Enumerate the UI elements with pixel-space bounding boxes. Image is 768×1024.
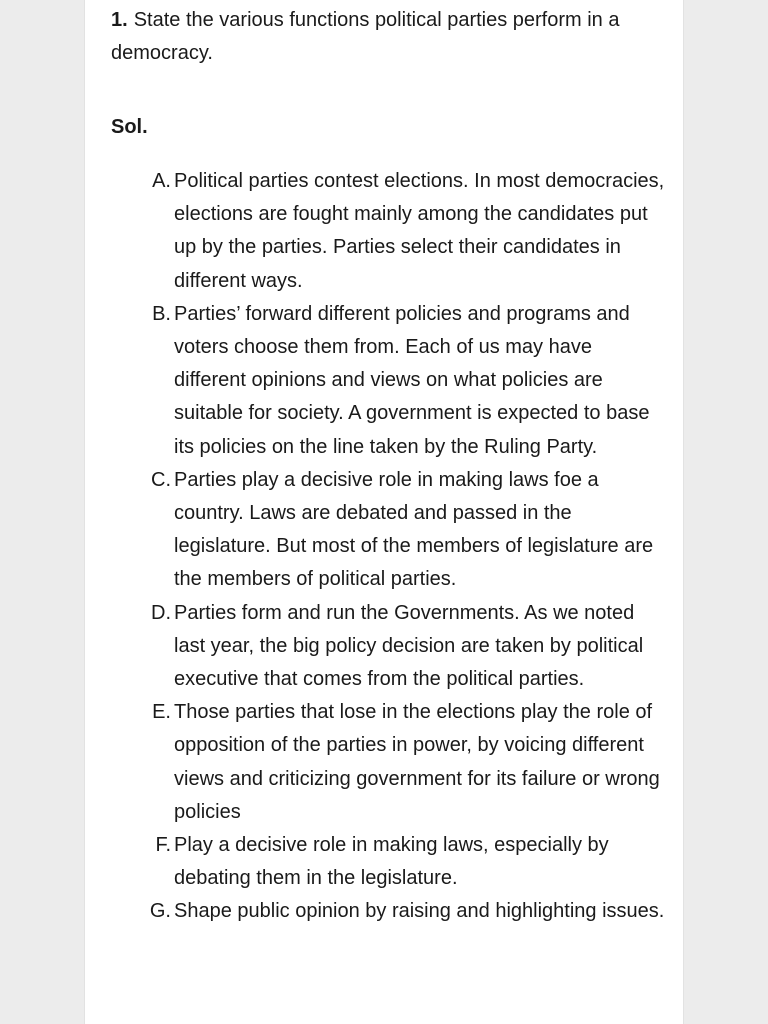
answer-item <box>147 895 667 928</box>
answer-text: Political parties contest elections. In most democracies, elections are fought mainly among the candidates put up by the parties. Parties select their candidates in different ways. <box>174 170 665 292</box>
answer-item <box>147 829 667 895</box>
answer-item <box>147 597 667 697</box>
answer-item <box>147 464 667 597</box>
question-number: 1. <box>111 9 128 31</box>
answer-item <box>147 696 667 829</box>
answer-text: Parties play a decisive role in making laws foe a country. Laws are debated and passed in the legislature. But most of the members of legislature are the members of political parties. <box>174 468 654 591</box>
solution-label: Sol. <box>111 116 148 138</box>
answer-letter: D. <box>151 601 171 624</box>
answer-item <box>147 298 667 464</box>
answer-text: Parties’ forward different policies and programs and voters choose them from. Each of us may have different opinions and views on what policies are suitable for society. A government is expected to base its policies on the line taken by the Ruling Party. <box>174 302 650 458</box>
answer-list <box>147 165 667 929</box>
answer-text: Parties form and run the Governments. As we noted last year, the big policy decision are taken by political executive that comes from the political parties. <box>174 601 644 691</box>
document-page <box>84 0 684 1024</box>
answer-letter: B. <box>152 302 171 325</box>
question-text: State the various functions political parties perform in a democracy. <box>111 9 620 64</box>
answer-item <box>147 165 667 298</box>
question <box>111 4 671 70</box>
answer-letter: C. <box>151 468 171 491</box>
answer-text: Shape public opinion by raising and highlighting issues. <box>174 900 665 923</box>
answer-letter: G. <box>149 900 171 923</box>
answer-letter: F. <box>155 834 171 857</box>
answer-letter: A. <box>152 170 171 192</box>
answer-text: Play a decisive role in making laws, especially by debating them in the legislature. <box>174 834 609 890</box>
answer-letter: E. <box>152 701 171 724</box>
answer-text: Those parties that lose in the elections play the role of opposition of the parties in power, by voicing different views and criticizing government for its failure or wrong policies <box>174 701 660 823</box>
